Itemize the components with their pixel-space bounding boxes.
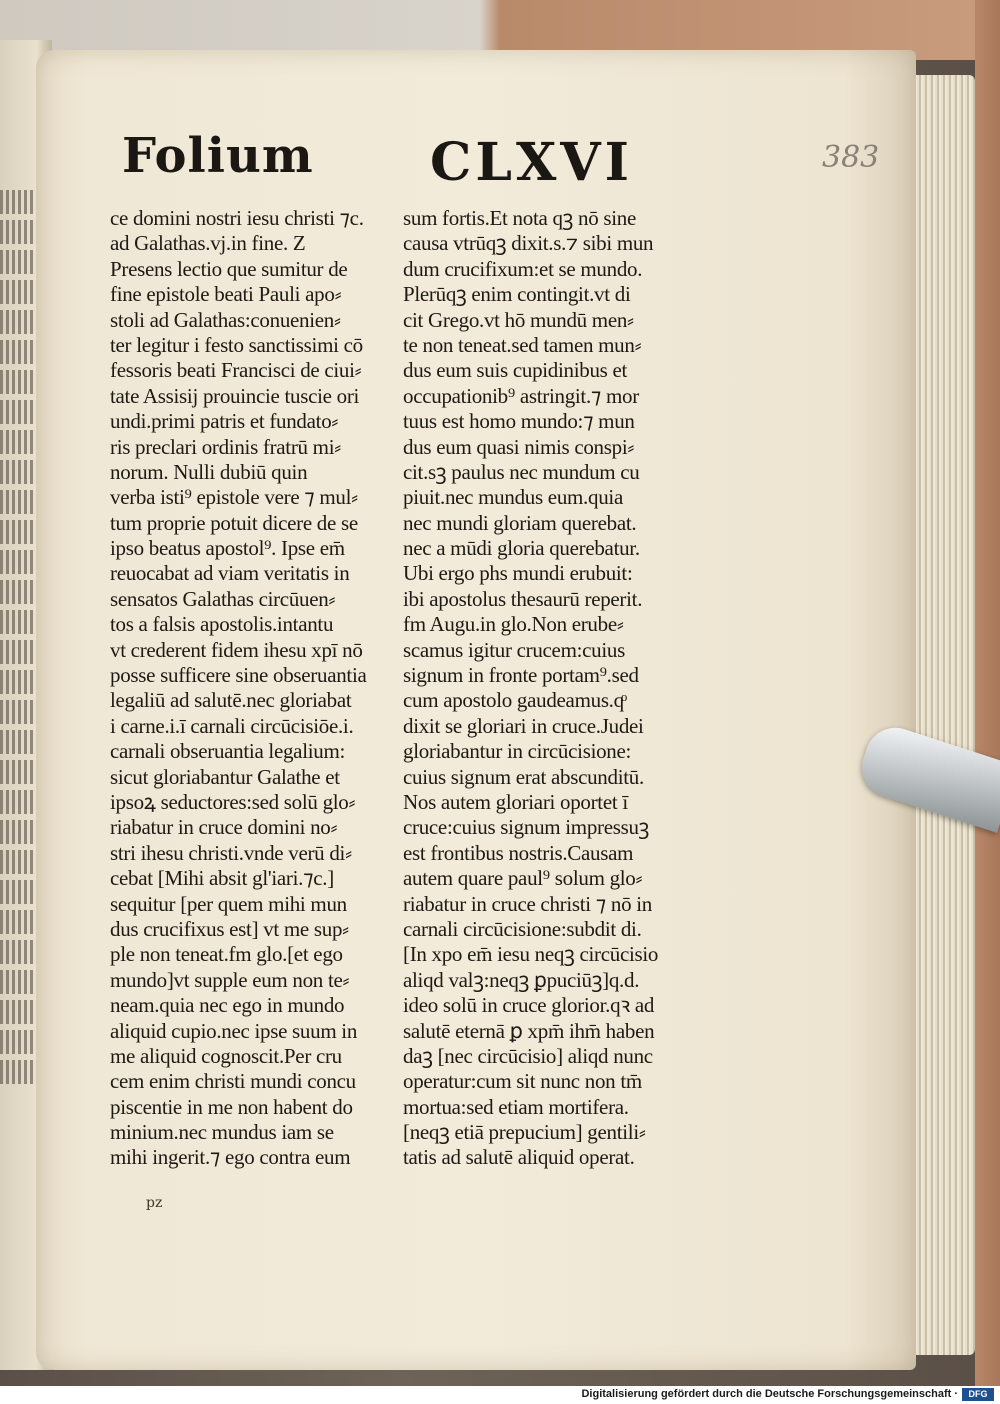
text-line: verba isti⁹ epistole vere ⁊ mul⸗ — [110, 485, 358, 510]
footer-credit: Digitalisierung gefördert durch die Deutsche Forschungsgemeinschaft · — [581, 1388, 958, 1400]
text-line: occupationib⁹ astringit.⁊ mor — [403, 383, 639, 408]
text-line: dus eum quasi nimis conspi⸗ — [403, 434, 635, 459]
text-column-left — [110, 206, 390, 1171]
text-line: piuit.nec mundus eum.quia — [403, 485, 623, 510]
text-line: ad Galathas.vj.in fine. Z — [110, 231, 306, 256]
text-line: te non teneat.sed tamen mun⸗ — [403, 332, 642, 357]
text-line: dixit se gloriari in cruce.Judei — [403, 713, 644, 738]
text-line: ris preclari ordinis fratrū mi⸗ — [110, 434, 341, 459]
text-line: scamus igitur crucem:cuius — [403, 637, 625, 662]
text-line: mundo]vt supple eum non te⸗ — [110, 967, 350, 992]
text-line: tuus est homo mundo:⁊ mun — [403, 409, 635, 434]
text-line: ibi apostolus thesaurū reperit. — [403, 586, 643, 611]
text-line: tos a falsis apostolis.intantu — [110, 612, 334, 637]
text-line: sequitur [per quem mihi mun — [110, 891, 347, 916]
text-line: stoli ad Galathas:conuenien⸗ — [110, 307, 341, 332]
text-line: [In xpo em̄ iesu neqꝫ circūcisio — [403, 942, 659, 967]
text-line: carnali obseruantia legalium: — [110, 739, 346, 764]
text-line: aliqd valꝫ:neqꝫ ꝑpuciūꝫ]q.d. — [403, 967, 640, 992]
text-line: operatur:cum sit nunc non tm̄ — [403, 1069, 642, 1094]
text-line: daꝫ [nec circūcisio] aliqd nunc — [403, 1043, 653, 1068]
text-line: legaliū ad salutē.nec gloriabat — [110, 688, 352, 713]
text-line: cem enim christi mundi concu — [110, 1069, 356, 1094]
text-line: me aliquid cognoscit.Per cru — [110, 1043, 342, 1068]
text-line: sicut gloriabantur Galathe et — [110, 764, 340, 789]
text-line: neam.quia nec ego in mundo — [110, 993, 345, 1018]
text-line: dus eum suis cupidinibus et — [403, 358, 628, 383]
text-line: nec a mūdi gloria querebatur. — [403, 536, 640, 561]
text-line: Presens lectio que sumitur de — [110, 256, 348, 281]
text-line: reuocabat ad viam veritatis in — [110, 561, 350, 586]
text-line: Nos autem gloriari oportet ī — [403, 789, 628, 814]
text-line: nec mundi gloriam querebat. — [403, 510, 637, 535]
text-line: ter legitur i festo sanctissimi cō — [110, 332, 363, 357]
text-line: riabatur in cruce christi ⁊ nō in — [403, 891, 652, 916]
text-line: sensatos Galathas circūuen⸗ — [110, 586, 336, 611]
text-line: Plerūqꝫ enim contingit.vt di — [403, 282, 631, 307]
text-line: ipso beatus apostol⁹. Ipse em̄ — [110, 536, 345, 561]
text-line: minium.nec mundus iam se — [110, 1120, 334, 1145]
text-line: signum in fronte portam⁹.sed — [403, 663, 639, 688]
text-line: ple non teneat.fm glo.[et ego — [110, 942, 343, 967]
text-line: tum proprie potuit dicere de se — [110, 510, 358, 535]
text-line: stri ihesu christi.vnde verū di⸗ — [110, 840, 352, 865]
text-line: norum. Nulli dubiū quin — [110, 459, 308, 484]
text-line: tatis ad salutē aliquid operat. — [403, 1145, 635, 1170]
text-line: posse sufficere sine obseruantia — [110, 663, 367, 688]
text-line: mihi ingerit.⁊ ego contra eum — [110, 1145, 351, 1170]
text-line: fm Augu.in glo.Non erube⸗ — [403, 612, 624, 637]
text-line: ipsoꝝ seductores:sed solū glo⸗ — [110, 789, 356, 814]
text-line: salutē eternā ꝑ xpm̄ ihm̄ haben — [403, 1018, 655, 1043]
running-head-folium: Folium — [122, 128, 314, 184]
text-line: fessoris beati Francisci de ciui⸗ — [110, 358, 362, 383]
text-line: cit Grego.vt hō mundū men⸗ — [403, 307, 634, 332]
text-line: cuius signum erat abscunditū. — [403, 764, 644, 789]
text-line: cit.sꝫ paulus nec mundum cu — [403, 459, 640, 484]
text-line: autem quare paul⁹ solum glo⸗ — [403, 866, 643, 891]
text-line: cum apostolo gaudeamus.qͦ — [403, 688, 624, 713]
text-line: i carne.i.ī carnali circūcisiōe.i. — [110, 713, 354, 738]
text-line: sum fortis.Et nota qꝫ nō sine — [403, 206, 637, 230]
text-line: Ubi ergo phs mundi erubuit: — [403, 561, 633, 586]
text-line: ce domini nostri iesu christi ⁊c. — [110, 206, 364, 230]
text-line: undi.primi patris et fundato⸗ — [110, 409, 339, 434]
dfg-logo: DFG — [962, 1388, 994, 1401]
text-line: gloriabantur in circūcisione: — [403, 739, 632, 764]
text-line: vt crederent fidem ihesu xpī nō — [110, 637, 363, 662]
text-line: riabatur in cruce domini no⸗ — [110, 815, 338, 840]
text-line: carnali circūcisione:subdit di. — [403, 916, 642, 941]
text-line: fine epistole beati Pauli apo⸗ — [110, 282, 342, 307]
text-line: mortua:sed etiam mortifera. — [403, 1094, 629, 1119]
text-column-right — [403, 206, 683, 1171]
text-line: cebat [Mihi absit gl'iari.⁊c.] — [110, 866, 334, 891]
text-line: piscentie in me non habent do — [110, 1094, 353, 1119]
text-line: cruce:cuius signum impressuꝫ — [403, 815, 650, 840]
text-line: dus crucifixus est] vt me sup⸗ — [110, 916, 349, 941]
signature-mark: pz — [146, 1195, 163, 1211]
running-head-folio-number: CLXVI — [430, 132, 633, 193]
text-line: ideo solū in cruce glorior.qꝛ ad — [403, 993, 655, 1018]
book-cover-edge — [975, 0, 1000, 1386]
text-line: est frontibus nostris.Causam — [403, 840, 634, 865]
handwritten-folio-number: 383 — [822, 140, 880, 175]
text-line: causa vtrūqꝫ dixit.s.⁊ sibi mun — [403, 231, 654, 256]
text-line: aliquid cupio.nec ipse suum in — [110, 1018, 358, 1043]
text-line: tate Assisij prouincie tuscie ori — [110, 383, 360, 408]
text-line: [neqꝫ etiā prepucium] gentili⸗ — [403, 1120, 646, 1145]
text-line: dum crucifixum:et se mundo. — [403, 256, 643, 281]
